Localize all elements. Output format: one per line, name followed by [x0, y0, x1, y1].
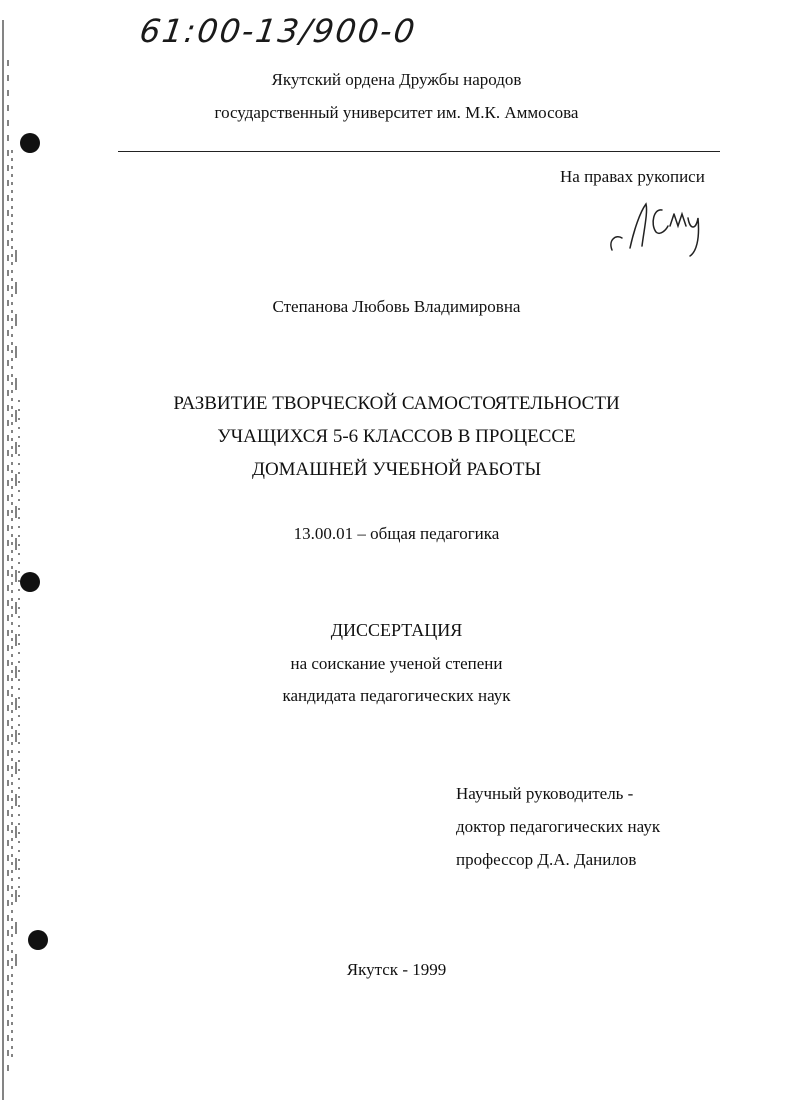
- title-line-1: РАЗВИТИЕ ТВОРЧЕСКОЙ САМОСТОЯТЕЛЬНОСТИ: [173, 393, 620, 414]
- supervisor-line-3: профессор Д.А. Данилов: [456, 850, 637, 869]
- specialty-code: 13.00.01 – общая педагогика: [293, 524, 500, 543]
- place-and-year: Якутск - 1999: [346, 960, 447, 979]
- handwritten-catalog-number: 61:00-13/900-0: [137, 12, 419, 50]
- author-name: Степанова Любовь Владимировна: [272, 297, 521, 316]
- handwritten-signature: [600, 190, 720, 270]
- title-line-3: ДОМАШНЕЙ УЧЕБНОЙ РАБОТЫ: [251, 459, 542, 480]
- punch-hole: [20, 133, 40, 153]
- supervisor-line-1: Научный руководитель -: [456, 784, 634, 803]
- degree-line-2: кандидата педагогических наук: [282, 686, 511, 705]
- degree-line-1: на соискание ученой степени: [290, 654, 503, 673]
- header-divider: [118, 151, 720, 152]
- title-line-2: УЧАЩИХСЯ 5-6 КЛАССОВ В ПРОЦЕССЕ: [217, 426, 576, 447]
- institution-line-1: Якутский ордена Дружбы народов: [271, 70, 522, 89]
- scan-edge-artifacts: [0, 0, 48, 1120]
- supervisor-line-2: доктор педагогических наук: [456, 817, 661, 836]
- punch-hole: [28, 930, 48, 950]
- punch-hole: [20, 572, 40, 592]
- document-type-heading: ДИССЕРТАЦИЯ: [330, 620, 463, 640]
- rights-note: На правах рукописи: [560, 167, 705, 186]
- institution-line-2: государственный университет им. М.К. Аммосова: [214, 103, 579, 122]
